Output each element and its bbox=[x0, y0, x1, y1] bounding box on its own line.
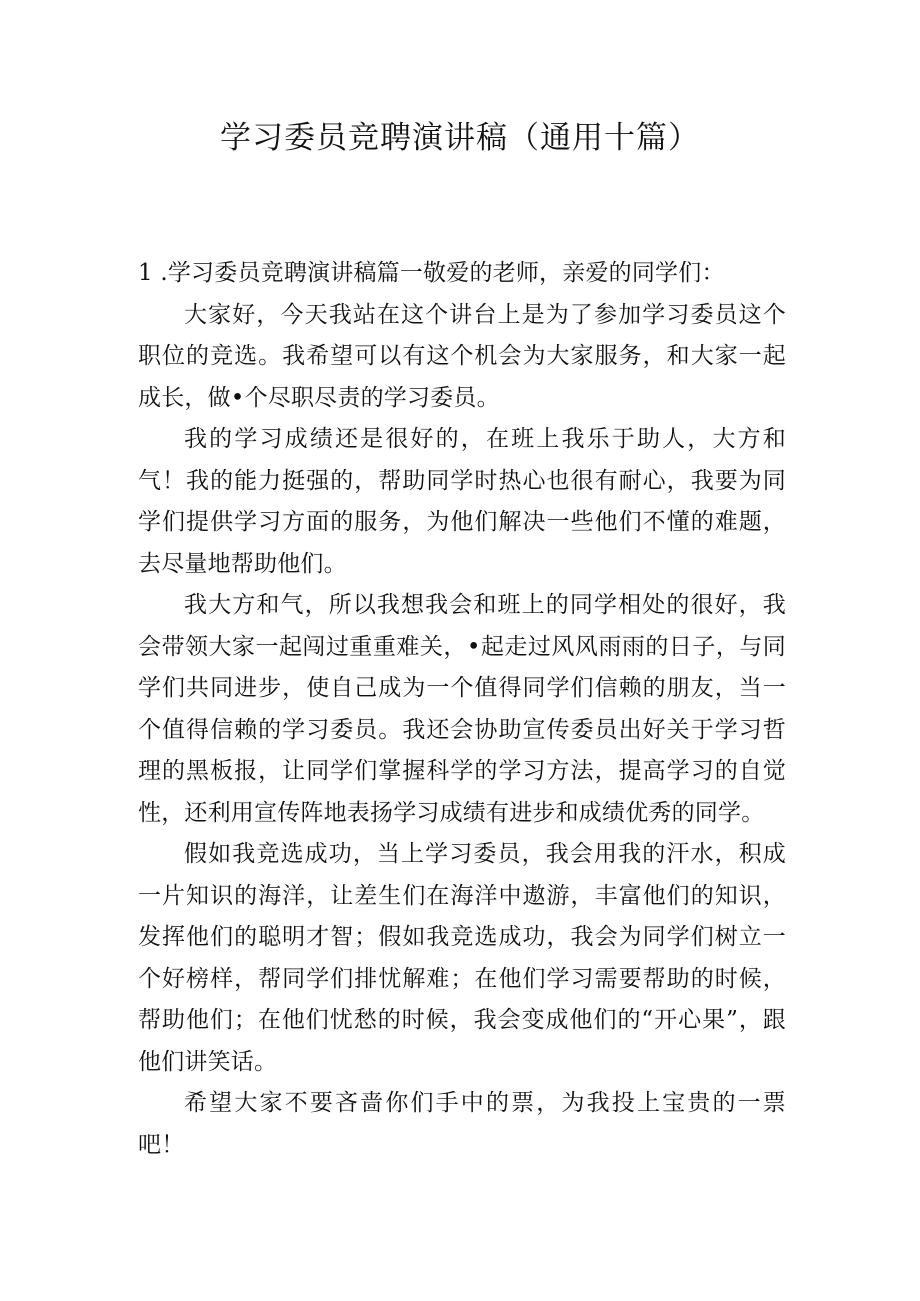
opening-line: 1 .学习委员竞聘演讲稿篇一敬爱的老师，亲爱的同学们： bbox=[138, 260, 725, 286]
document-body bbox=[138, 253, 786, 1166]
body-paragraph: 希望大家不要吝啬你们手中的票，为我投上宝贵的一票吧！ bbox=[138, 1090, 786, 1158]
body-paragraph: 我大方和气，所以我想我会和班上的同学相处的很好，我会带领大家一起闯过重重难关，•起走过风风雨雨的日子，与同学们共同进步，使自己成为一个值得同学们信赖的朋友，当一个值得信赖的学习委员。我还会协助宣传委员出好关于学习哲理的黑板报，让同学们掌握科学的学习方法，提高学习的自觉性，还利用宣传阵地表扬学习成绩有进步和成绩优秀的同学。 bbox=[138, 592, 786, 826]
body-paragraph: 大家好，今天我站在这个讲台上是为了参加学习委员这个职位的竞选。我希望可以有这个机会为大家服务，和大家一起成长，做•个尽职尽责的学习委员。 bbox=[138, 301, 786, 411]
body-paragraph: 假如我竞选成功，当上学习委员，我会用我的汗水，积成一片知识的海洋，让差生们在海洋中遨游，丰富他们的知识，发挥他们的聪明才智；假如我竞选成功，我会为同学们树立一个好榜样，帮同学们排忧解难；在他们学习需要帮助的时候，帮助他们；在他们忧愁的时候，我会变成他们的“开心果”，跟他们讲笑话。 bbox=[138, 841, 786, 1075]
document-title: 学习委员竞聘演讲稿（通用十篇） bbox=[220, 120, 700, 156]
body-paragraph: 我的学习成绩还是很好的，在班上我乐于助人，大方和气！我的能力挺强的，帮助同学时热心也很有耐心，我要为同学们提供学习方面的服务，为他们解决一些他们不懂的难题，去尽量地帮助他们。 bbox=[138, 426, 786, 577]
